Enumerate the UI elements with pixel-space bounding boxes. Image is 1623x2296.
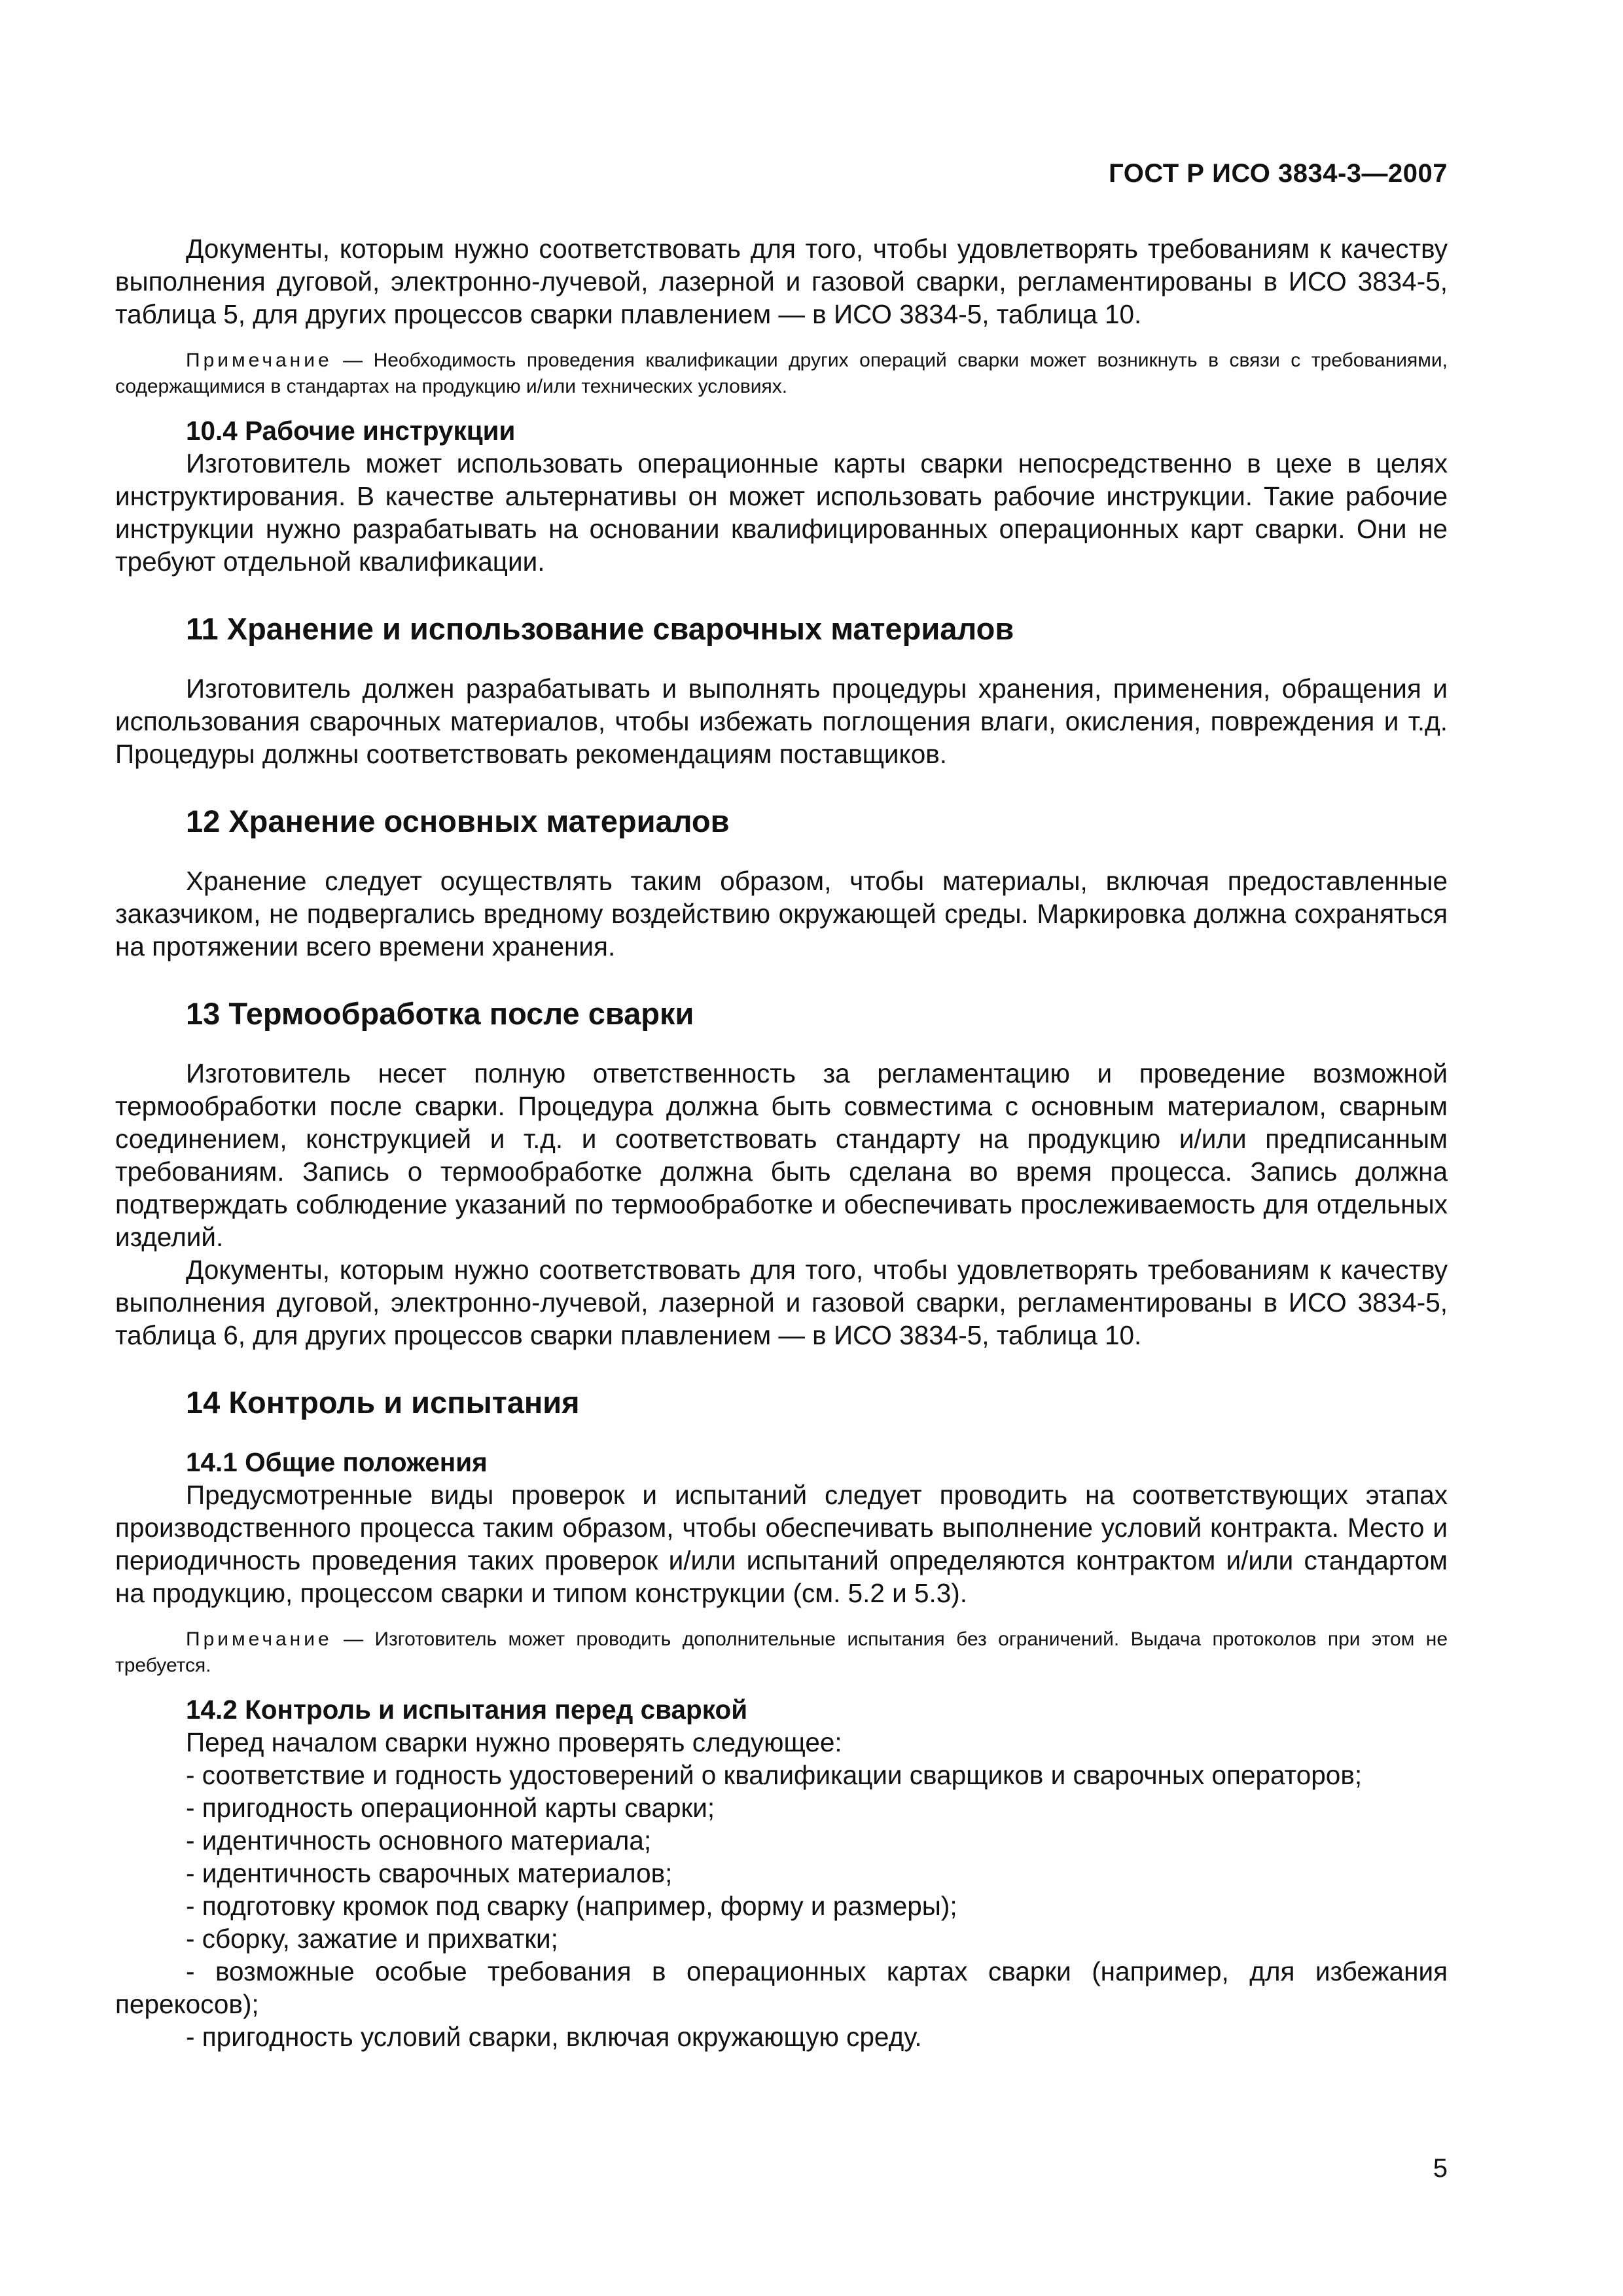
note-label: Примечание: [186, 350, 332, 371]
note-text: — Необходимость проведения квалификации других операций сварки может возникнуть в связи с требованиями, содержащимися в стандартах на продукцию и/или технических условиях.: [115, 350, 1448, 397]
list-item: - идентичность сварочных материалов;: [186, 1858, 673, 1888]
list-item: - идентичность основного материала;: [186, 1825, 652, 1856]
section-14-2-title: 14.2 Контроль и испытания перед сваркой: [186, 1695, 748, 1725]
note-text: — Изготовитель может проводить дополнительные испытания без ограничений. Выдача протоколов при этом не требуется.: [115, 1628, 1448, 1676]
section-12-paragraph: Хранение следует осуществлять таким образом, чтобы материалы, включая предоставленные заказчиком, не подвергались вредному воздействию окружающей среды. Маркировка должна сохраняться на протяжении всего времени хранения.: [115, 866, 1448, 961]
note-label: Примечание: [186, 1628, 332, 1650]
section-14-2-intro: Перед началом сварки нужно проверять следующее:: [186, 1727, 842, 1757]
list-item: - сборку, зажатие и прихватки;: [186, 1924, 558, 1954]
document-body: [115, 232, 1448, 2053]
document-header: ГОСТ Р ИСО 3834-3—2007: [1109, 159, 1448, 188]
section-14-1-note: [115, 1626, 1448, 1679]
intro-paragraph: Документы, которым нужно соответствовать для того, чтобы удовлетворять требованиям к качеству выполнения дуговой, электронно-лучевой, лазерной и газовой сварки, регламентированы в ИСО 3834-5, таблица 5, для других процессов сварки плавлением — в ИСО 3834-5, таблица 10.: [115, 234, 1448, 329]
list-item: - пригодность операционной карты сварки;: [186, 1793, 715, 1823]
section-14-1-title: 14.1 Общие положения: [186, 1447, 488, 1477]
section-13-title: 13 Термообработка после сварки: [186, 996, 694, 1031]
document-page: [115, 0, 1448, 2296]
list-item: - пригодность условий сварки, включая окружающую среду.: [186, 2022, 922, 2052]
section-10-4-paragraph: Изготовитель может использовать операционные карты сварки непосредственно в цехе в целях инструктирования. В качестве альтернативы он может использовать рабочие инструкции. Такие рабочие инструкции нужно разрабатывать на основании квалифицированных операционных карт сварки. Они не требуют отдельной квалификации.: [115, 448, 1448, 577]
section-14-title: 14 Контроль и испытания: [186, 1385, 580, 1420]
section-11-paragraph: Изготовитель должен разрабатывать и выполнять процедуры хранения, применения, обращения и использования сварочных материалов, чтобы избежать поглощения влаги, окисления, повреждения и т.д. Процедуры должны соответствовать рекомендациям поставщиков.: [115, 673, 1448, 769]
section-13-paragraph-2: Документы, которым нужно соответствовать для того, чтобы удовлетворять требованиям к качеству выполнения дуговой, электронно-лучевой, лазерной и газовой сварки, регламентированы в ИСО 3834-5, таблица 6, для других процессов сварки плавлением — в ИСО 3834-5, таблица 10.: [115, 1255, 1448, 1350]
section-13-paragraph-1: Изготовитель несет полную ответственность за регламентацию и проведение возможной термообработки после сварки. Процедура должна быть совместима с основным материалом, сварным соединением, конструкцией и т.д. и соответствовать стандарту на продукцию и/или предписанным требованиям. Запись о термообработке должна быть сделана во время процесса. Запись должна подтверждать соблюдение указаний по термообработке и обеспечивать прослеживаемость для отдельных изделий.: [115, 1058, 1448, 1252]
list-item: - подготовку кромок под сварку (например, форму и размеры);: [186, 1891, 957, 1921]
section-11-title: 11 Хранение и использование сварочных материалов: [186, 611, 1014, 646]
page-number: 5: [1433, 2154, 1448, 2183]
section-12-title: 12 Хранение основных материалов: [186, 804, 730, 838]
section-14-1-paragraph: Предусмотренные виды проверок и испытаний следует проводить на соответствующих этапах производственного процесса таким образом, чтобы обеспечивать выполнение условий контракта. Место и периодичность проведения таких проверок и/или испытаний определяются контрактом и/или стандартом на продукцию, процессом сварки и типом конструкции (см. 5.2 и 5.3).: [115, 1480, 1448, 1608]
note-paragraph: [115, 348, 1448, 400]
section-10-4-title: 10.4 Рабочие инструкции: [186, 416, 516, 446]
list-item: - возможные особые требования в операционных картах сварки (например, для избежания перекосов);: [115, 1956, 1448, 2019]
list-item: - соответствие и годность удостоверений о квалификации сварщиков и сварочных операторов;: [186, 1760, 1363, 1790]
